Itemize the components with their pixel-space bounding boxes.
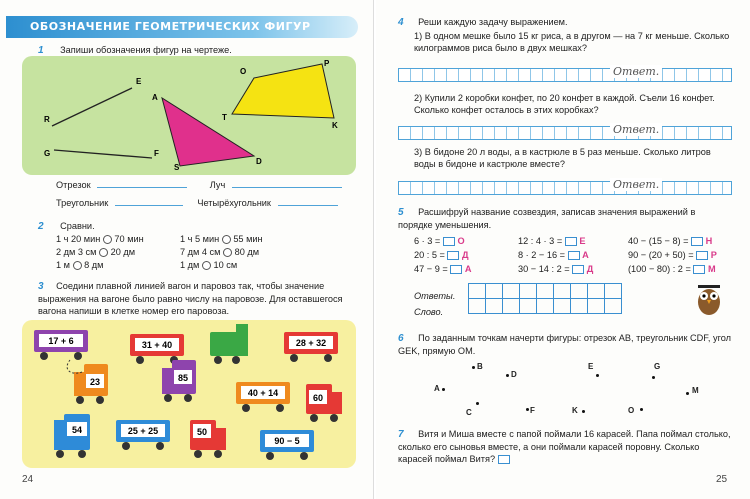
point xyxy=(506,374,509,377)
task-4 xyxy=(398,16,568,29)
answer-box[interactable] xyxy=(691,237,703,246)
point-label: O xyxy=(628,406,635,415)
engine-number: 50 xyxy=(196,427,208,437)
compare-circle[interactable] xyxy=(103,235,112,244)
points-area[interactable] xyxy=(416,358,736,424)
point-label: K xyxy=(572,406,578,415)
quadrilateral-optk xyxy=(232,64,334,118)
point-label: D xyxy=(511,370,517,379)
fig-label: E xyxy=(136,77,142,86)
compare-left: 7 дм 4 см xyxy=(180,247,221,257)
task-5 xyxy=(398,206,732,231)
compare-left: 1 ч 5 мин xyxy=(180,234,220,244)
compare-col-1 xyxy=(56,233,144,272)
compare-right: 10 см xyxy=(213,260,238,270)
point xyxy=(596,374,599,377)
code-letter: Д xyxy=(586,264,594,274)
wagon[interactable] xyxy=(34,330,88,360)
answer-box[interactable] xyxy=(565,237,577,246)
answer-box[interactable] xyxy=(498,455,510,464)
problem-1: 1) В одном мешке было 15 кг риса, а в другом — на 7 кг меньше. Сколько килограммов риса было в двух мешках? xyxy=(414,31,730,53)
task-number: 6 xyxy=(398,333,404,344)
ray-label: Луч xyxy=(209,180,226,190)
fig-label: T xyxy=(222,113,227,122)
compare-right: 80 дм xyxy=(234,247,260,257)
expression: 8 · 2 − 16 = xyxy=(518,250,565,260)
code-letter: М xyxy=(707,264,716,274)
train-puzzle-panel xyxy=(22,320,356,468)
fill-row-1 xyxy=(56,179,342,191)
compare-circle[interactable] xyxy=(73,261,82,270)
answer-word: Ответ. xyxy=(610,178,662,191)
task-2 xyxy=(38,220,95,233)
quadrilateral-answer-line[interactable] xyxy=(278,205,338,206)
point xyxy=(686,392,689,395)
wagon[interactable] xyxy=(116,420,170,450)
engine[interactable] xyxy=(162,360,196,402)
fig-label: G xyxy=(44,149,51,158)
task-7 xyxy=(398,428,732,465)
compare-left: 1 дм xyxy=(180,260,200,270)
compare-circle[interactable] xyxy=(222,235,231,244)
code-letter: А xyxy=(464,264,472,274)
right-page xyxy=(376,0,750,499)
expression: 90 − (20 + 50) = xyxy=(628,250,694,260)
expression: 6 · 3 = xyxy=(414,236,441,246)
compare-left: 2 дм 3 см xyxy=(56,247,97,257)
segment-answer-line[interactable] xyxy=(97,187,187,188)
point-label: G xyxy=(654,362,661,371)
decode-grid[interactable] xyxy=(468,283,622,314)
segment-re xyxy=(52,88,132,126)
connector-line xyxy=(67,360,82,373)
engine-number: 85 xyxy=(177,373,189,383)
compare-circle[interactable] xyxy=(202,261,211,270)
point xyxy=(472,366,475,369)
answer-word: Ответ. xyxy=(610,65,662,78)
task-number: 7 xyxy=(398,429,404,440)
code-letter: Д xyxy=(462,250,469,260)
wagon[interactable] xyxy=(236,382,290,412)
trains-illustration xyxy=(22,320,356,468)
fig-label: F xyxy=(154,149,159,158)
compare-right: 20 дм xyxy=(110,247,136,257)
point-label: B xyxy=(477,362,483,371)
problem-2: 2) Купили 2 коробки конфет, по 20 конфет в каждой. Съели 16 конфет. Сколько конфет осталось в этих коробках? xyxy=(414,93,715,115)
point xyxy=(652,376,655,379)
code-letter: А xyxy=(582,250,589,260)
answer-box[interactable] xyxy=(693,265,705,274)
expression: 30 − 14 : 2 = xyxy=(518,264,570,274)
answer-strip-2[interactable] xyxy=(398,126,732,140)
task-number: 3 xyxy=(38,281,44,292)
code-letter: Е xyxy=(579,236,586,246)
answer-box[interactable] xyxy=(572,265,584,274)
engine[interactable] xyxy=(74,364,108,404)
answer-box[interactable] xyxy=(447,251,459,260)
point-label: F xyxy=(530,406,535,415)
answer-word: Ответ. xyxy=(610,123,662,136)
task-number: 1 xyxy=(38,45,44,56)
engine-number: 23 xyxy=(89,377,101,387)
answer-strip-3[interactable] xyxy=(398,181,732,195)
compare-circle[interactable] xyxy=(223,248,232,257)
compare-right: 70 мин xyxy=(114,234,144,244)
task-text: Запиши обозначения фигур на чертеже. xyxy=(60,45,232,55)
engine[interactable] xyxy=(210,324,248,364)
point xyxy=(526,408,529,411)
task-number: 2 xyxy=(38,221,44,232)
expression: (100 − 80) : 2 = xyxy=(628,264,691,274)
wagon[interactable] xyxy=(130,334,184,364)
task-6 xyxy=(398,332,732,357)
fig-label: A xyxy=(152,93,158,102)
point-label: C xyxy=(466,408,472,417)
compare-left: 1 м xyxy=(56,260,70,270)
point xyxy=(640,408,643,411)
task-text: Соедини плавной линией вагон и паровоз так, чтобы значение выражения на вагоне было равно числу на паровозе. Для оставшегося вагона напиши в клетке номер его паровоза. xyxy=(38,281,343,316)
fill-row-2 xyxy=(56,197,338,209)
section-header: ОБОЗНАЧЕНИЕ ГЕОМЕТРИЧЕСКИХ ФИГУР xyxy=(6,16,358,38)
engine-number: 54 xyxy=(71,425,83,435)
answer-strip-1[interactable] xyxy=(398,68,732,82)
wagon-expr: 40 + 14 xyxy=(247,388,279,398)
fig-label: D xyxy=(256,157,262,166)
fig-label: P xyxy=(324,59,330,68)
point xyxy=(476,402,479,405)
triangle-label: Треугольник xyxy=(56,198,109,208)
geometry-figures xyxy=(22,56,356,175)
quadrilateral-label: Четырёхугольник xyxy=(197,198,271,208)
point xyxy=(582,410,585,413)
task-number: 4 xyxy=(398,17,404,28)
engine[interactable] xyxy=(190,420,226,458)
expression: 40 − (15 − 8) = xyxy=(628,236,689,246)
task-title: Сравни. xyxy=(60,221,95,231)
engine-number: 60 xyxy=(312,393,324,403)
task-3 xyxy=(38,280,358,317)
code-letter: Н xyxy=(705,236,713,246)
engine[interactable] xyxy=(54,414,90,458)
answer-box[interactable] xyxy=(443,237,455,246)
code-letter: О xyxy=(457,236,465,246)
segment-label: Отрезок xyxy=(56,180,91,190)
left-page xyxy=(0,0,374,499)
task-title: Реши каждую задачу выражением. xyxy=(418,17,568,27)
engine[interactable] xyxy=(306,384,342,422)
task-text: По заданным точкам начерти фигуры: отрезок AB, треугольник CDF, угол GEK, прямую OM. xyxy=(398,333,731,356)
word-row-label: Слово. xyxy=(414,307,444,317)
fig-label: O xyxy=(240,67,247,76)
point xyxy=(442,388,445,391)
answer-box[interactable] xyxy=(696,251,708,260)
answer-box[interactable] xyxy=(450,265,462,274)
compare-right: 8 дм xyxy=(84,260,104,270)
wagon-expr: 90 − 5 xyxy=(274,436,300,446)
wagon[interactable] xyxy=(260,430,314,460)
task-number: 5 xyxy=(398,207,404,218)
expression-grid xyxy=(414,234,734,276)
wagon-expr: 31 + 40 xyxy=(141,340,173,350)
wagon-expr: 28 + 32 xyxy=(295,338,327,348)
expression: 20 : 5 = xyxy=(414,250,445,260)
wagon[interactable] xyxy=(284,332,338,362)
code-letter: Р xyxy=(710,250,717,260)
page-number: 24 xyxy=(22,474,34,485)
page-number: 25 xyxy=(716,474,728,485)
task-text: Расшифруй название созвездия, записав значения выражений в порядке уменьшения. xyxy=(398,207,696,230)
wagon-expr: 17 + 6 xyxy=(48,336,74,346)
task-text: Витя и Миша вместе с папой поймали 16 карасей. Папа поймал столько, сколько его сыновья вместе, а они поймали карасей поровну. Сколько карасей поймал Витя? xyxy=(398,429,731,464)
answer-box[interactable] xyxy=(568,251,580,260)
fig-label: S xyxy=(174,163,180,172)
answers-row-label: Ответы. xyxy=(414,291,456,301)
triangle-answer-line[interactable] xyxy=(115,205,183,206)
compare-left: 1 ч 20 мин xyxy=(56,234,101,244)
point-label: M xyxy=(692,386,699,395)
expression: 47 − 9 = xyxy=(414,264,448,274)
compare-col-2 xyxy=(180,233,263,272)
compare-circle[interactable] xyxy=(99,248,108,257)
ray-gf xyxy=(54,150,152,158)
point-label: A xyxy=(434,384,440,393)
expression: 12 : 4 · 3 = xyxy=(518,236,563,246)
fig-label: K xyxy=(332,121,338,130)
point-label: E xyxy=(588,362,594,371)
problem-3: 3) В бидоне 20 л воды, а в кастрюле в 5 раз меньше. Сколько литров воды в бидоне и кастрюле вместе? xyxy=(414,147,711,169)
owl-icon xyxy=(694,282,724,316)
wagon-expr: 25 + 25 xyxy=(127,426,159,436)
ray-answer-line[interactable] xyxy=(232,187,342,188)
figure-drawing-panel xyxy=(22,56,356,175)
compare-right: 55 мин xyxy=(233,234,263,244)
fig-label: R xyxy=(44,115,50,124)
